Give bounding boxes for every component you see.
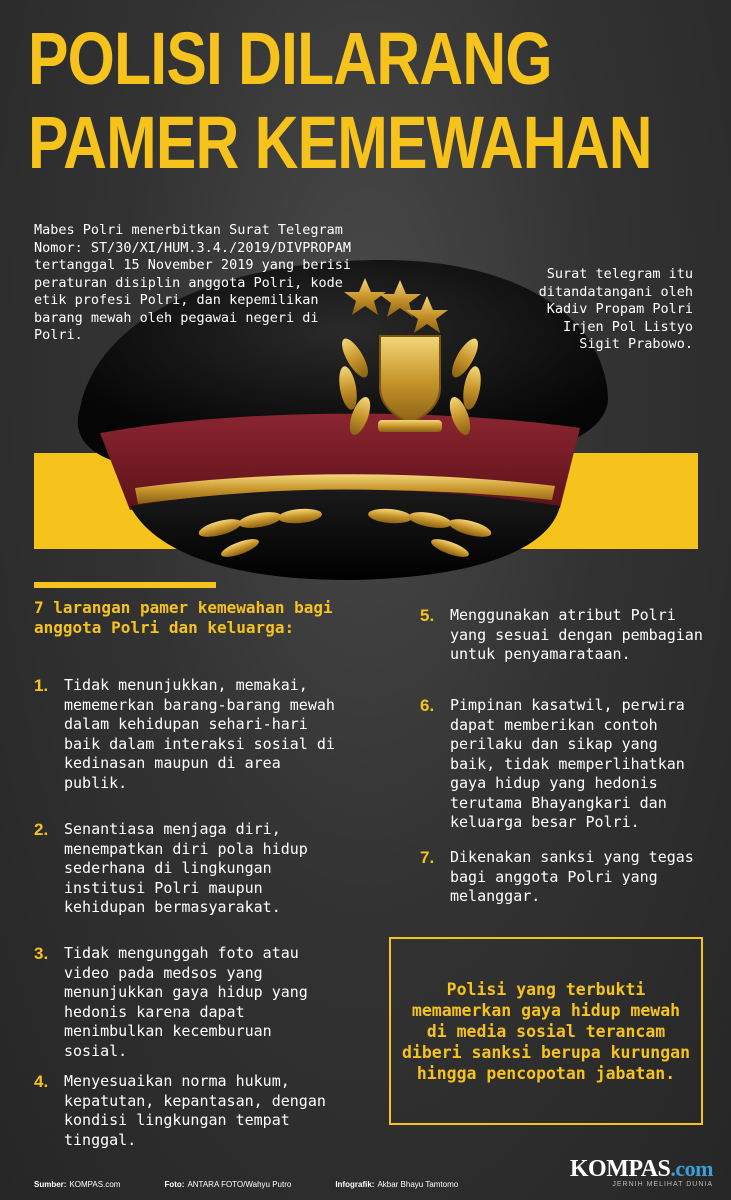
list-item-number: 5. bbox=[420, 606, 435, 625]
list-item-text: Menggunakan atribut Polri yang sesuai dengan pembagian untuk penyamarataan. bbox=[450, 606, 703, 663]
photo-label: Foto: bbox=[164, 1180, 185, 1189]
photo-value: ANTARA FOTO/Wahyu Putro bbox=[187, 1180, 292, 1189]
list-item-number: 6. bbox=[420, 696, 435, 715]
list-item-text: Menyesuaikan norma hukum, kepatutan, kepantasan, dengan kondisi lingkungan tempat tinggal. bbox=[64, 1072, 326, 1149]
heading-rule bbox=[34, 582, 216, 588]
list-item-text: Tidak menunjukkan, memakai, mememerkan barang-barang mewah dalam kehidupan sehari-hari baik dalam interaksi sosial di kedinasan maupun di area publik. bbox=[64, 676, 335, 792]
graphic-value: Akbar Bhayu Tamtomo bbox=[377, 1180, 459, 1189]
list-item bbox=[420, 696, 710, 833]
intro-text: Mabes Polri menerbitkan Surat Telegram Nomor: ST/30/XI/HUM.3.4./2019/DIVPROPAM tertanggal 15 November 2019 yang berisi peraturan disiplin anggota Polri, kode etik profesi Polri, dan kepemilikan barang mewah oleh pegawai negeri di Polri. bbox=[34, 222, 351, 343]
title-line-1: POLISI DILARANG bbox=[28, 17, 552, 100]
list-item-number: 4. bbox=[34, 1072, 49, 1091]
callout-box bbox=[389, 937, 703, 1125]
list-heading: 7 larangan pamer kemewahan bagi anggota Polri dan keluarga: bbox=[34, 598, 333, 637]
logo-main: KOMPAS bbox=[569, 1156, 671, 1182]
list-item-text: Tidak mengunggah foto atau video pada medsos yang menunjukkan gaya hidup yang hedonis karena dapat menimbulkan kecemburuan sosial. bbox=[64, 944, 308, 1060]
source-label: Sumber: bbox=[34, 1180, 67, 1189]
list-item bbox=[34, 1072, 339, 1150]
callout-text: Polisi yang terbukti memamerkan gaya hidup mewah di media sosial terancam diberi sanksi berupa kurungan hingga pencopotan jabatan. bbox=[401, 979, 691, 1083]
kompas-logo bbox=[570, 1156, 713, 1188]
signed-by-text: Surat telegram itu ditandatangani oleh Kadiv Propam Polri Irjen Pol Listyo Sigit Prabowo. bbox=[538, 266, 693, 352]
source-value: KOMPAS.com bbox=[69, 1180, 121, 1189]
credits-footer bbox=[34, 1180, 502, 1189]
logo-tagline: JERNIH MELIHAT DUNIA bbox=[612, 1181, 713, 1188]
logo-wordmark bbox=[570, 1156, 713, 1183]
list-item-number: 2. bbox=[34, 820, 49, 839]
graphic-label: Infografik: bbox=[335, 1180, 375, 1189]
list-item-number: 3. bbox=[34, 944, 49, 963]
list-item bbox=[420, 606, 710, 665]
title-line-2: PAMER KEMEWAHAN bbox=[28, 101, 652, 184]
list-item bbox=[34, 820, 339, 918]
source-credit bbox=[34, 1180, 120, 1189]
list-item-number: 7. bbox=[420, 848, 435, 867]
list-item-number: 1. bbox=[34, 676, 49, 695]
photo-credit bbox=[164, 1180, 291, 1189]
list-item-text: Dikenakan sanksi yang tegas bagi anggota Polri yang melanggar. bbox=[450, 848, 694, 905]
list-item bbox=[34, 944, 339, 1061]
list-item bbox=[420, 848, 710, 907]
logo-suffix: .com bbox=[670, 1156, 713, 1181]
graphic-credit bbox=[335, 1180, 458, 1189]
list-item bbox=[34, 676, 339, 793]
list-item-text: Senantiasa menjaga diri, menempatkan diri pola hidup sederhana di lingkungan institusi Polri maupun kehidupan bermasyarakat. bbox=[64, 820, 308, 916]
list-item-text: Pimpinan kasatwil, perwira dapat memberikan contoh perilaku dan sikap yang baik, tidak memperlihatkan gaya hidup yang hedonis terutama Bhayangkari dan keluarga besar Polri. bbox=[450, 696, 685, 831]
